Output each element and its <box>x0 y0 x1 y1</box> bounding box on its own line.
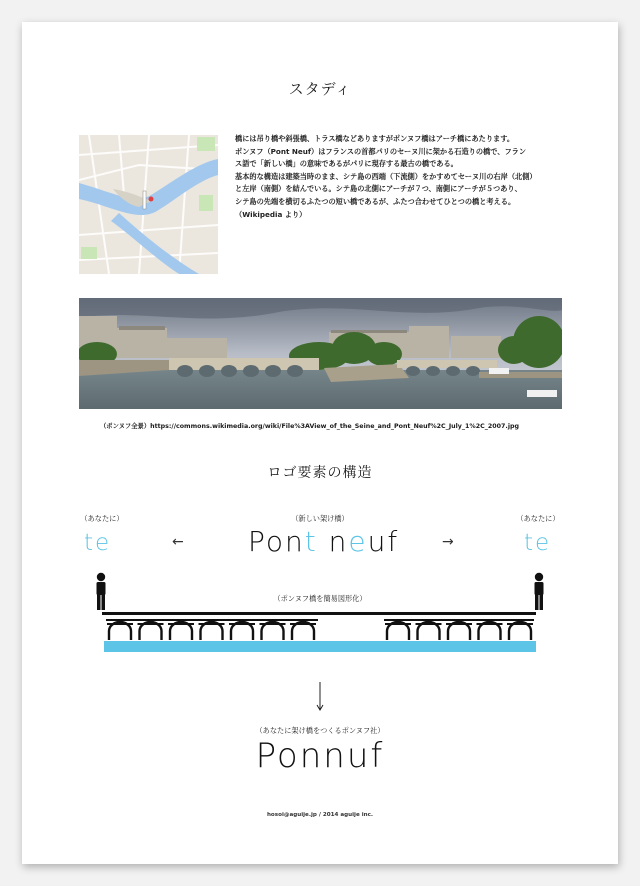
arch-cap <box>229 623 255 625</box>
arch-cap <box>138 623 164 625</box>
bridge-label: （ポンヌフ橋を簡易図形化） <box>273 594 367 603</box>
bridge-svg <box>92 568 552 656</box>
intro-line: 橋には吊り橋や斜張橋、トラス橋などありますがポンヌフ橋はアーチ橋にあたります。 <box>235 134 515 143</box>
pont-neuf-part: n <box>317 525 349 558</box>
intro-line: （Wikipedia より） <box>235 209 307 219</box>
arch-cap <box>507 623 533 625</box>
study-title: スタディ <box>288 80 352 98</box>
intro-line: 基本的な構造は建築当時のまま、シテ島の西端（下流側）をかすめてセーヌ川の右岸（北側） <box>235 171 537 181</box>
logo-section-title: ロゴ要素の構造 <box>267 465 373 481</box>
map-image <box>79 135 218 274</box>
intro-line: ス語で「新しい橋」の意味であるがパリに現存する最古の橋である。 <box>235 159 458 169</box>
document-page <box>22 22 618 864</box>
result-label: （あなたに架け橋をつくるポンヌフ社） <box>255 726 385 735</box>
bridge-rail-south <box>384 619 534 621</box>
arch-cap <box>107 623 133 625</box>
pont-neuf-photo <box>79 298 562 409</box>
arch-cap <box>416 623 442 625</box>
arch-cap <box>446 623 472 625</box>
footer-credit: hosoi@aguije.jp / 2014 aguije inc. <box>266 812 374 818</box>
arch-cap <box>385 623 411 625</box>
photo-illustration <box>79 298 562 409</box>
pont-neuf-part: uf <box>367 525 400 558</box>
photo-caption: （ポンヌフ全景）https://commons.wikimedia.org/wiki/File%3AView_of_the_Seine_and_Pont_Neuf%2C_July_1%2C_2007.jpg <box>100 423 519 430</box>
right-arrow: → <box>442 534 454 550</box>
right-label: （あなたに） <box>516 514 560 523</box>
bridge-rail-north <box>106 619 318 621</box>
arch-cap <box>260 623 286 625</box>
bridge-deck <box>102 612 536 615</box>
person-icon <box>535 573 544 610</box>
map-illustration <box>79 135 218 274</box>
down-arrow <box>312 682 328 712</box>
bridge-diagram <box>92 568 552 656</box>
person-icon <box>97 573 106 610</box>
pont-neuf-highlight: t <box>304 525 318 558</box>
arch-cap <box>477 623 503 625</box>
arch-cap <box>199 623 225 625</box>
arch-cap <box>168 623 194 625</box>
intro-line: シテ島の先端を横切るふたつの短い橋であるが、ふたつ合わせてひとつの橋と考える。 <box>235 196 516 206</box>
pont-neuf-part: Pon <box>248 525 305 558</box>
left-te-word: te <box>84 530 112 556</box>
center-label: （新しい架け橋） <box>291 514 349 523</box>
pont-neuf-word <box>248 525 399 558</box>
intro-line: と左岸（南側）を結んでいる。シテ島の北側にアーチが７つ、南側にアーチが５つあり、 <box>235 184 522 194</box>
river-water <box>104 641 536 652</box>
arch-cap <box>290 623 316 625</box>
left-label: （あなたに） <box>80 514 124 523</box>
left-arrow: ← <box>172 534 184 550</box>
intro-line: ポンヌフ（Pont Neuf）はフランスの首都パリのセーヌ川に架かる石造りの橋で、フラン <box>235 146 527 156</box>
arch-group <box>107 622 533 640</box>
down-arrow-icon <box>312 682 328 712</box>
intro-text <box>235 133 537 221</box>
ponnuf-word: Ponnuf <box>255 736 385 776</box>
pont-neuf-highlight: e <box>348 525 368 558</box>
right-te-word: te <box>524 530 552 556</box>
